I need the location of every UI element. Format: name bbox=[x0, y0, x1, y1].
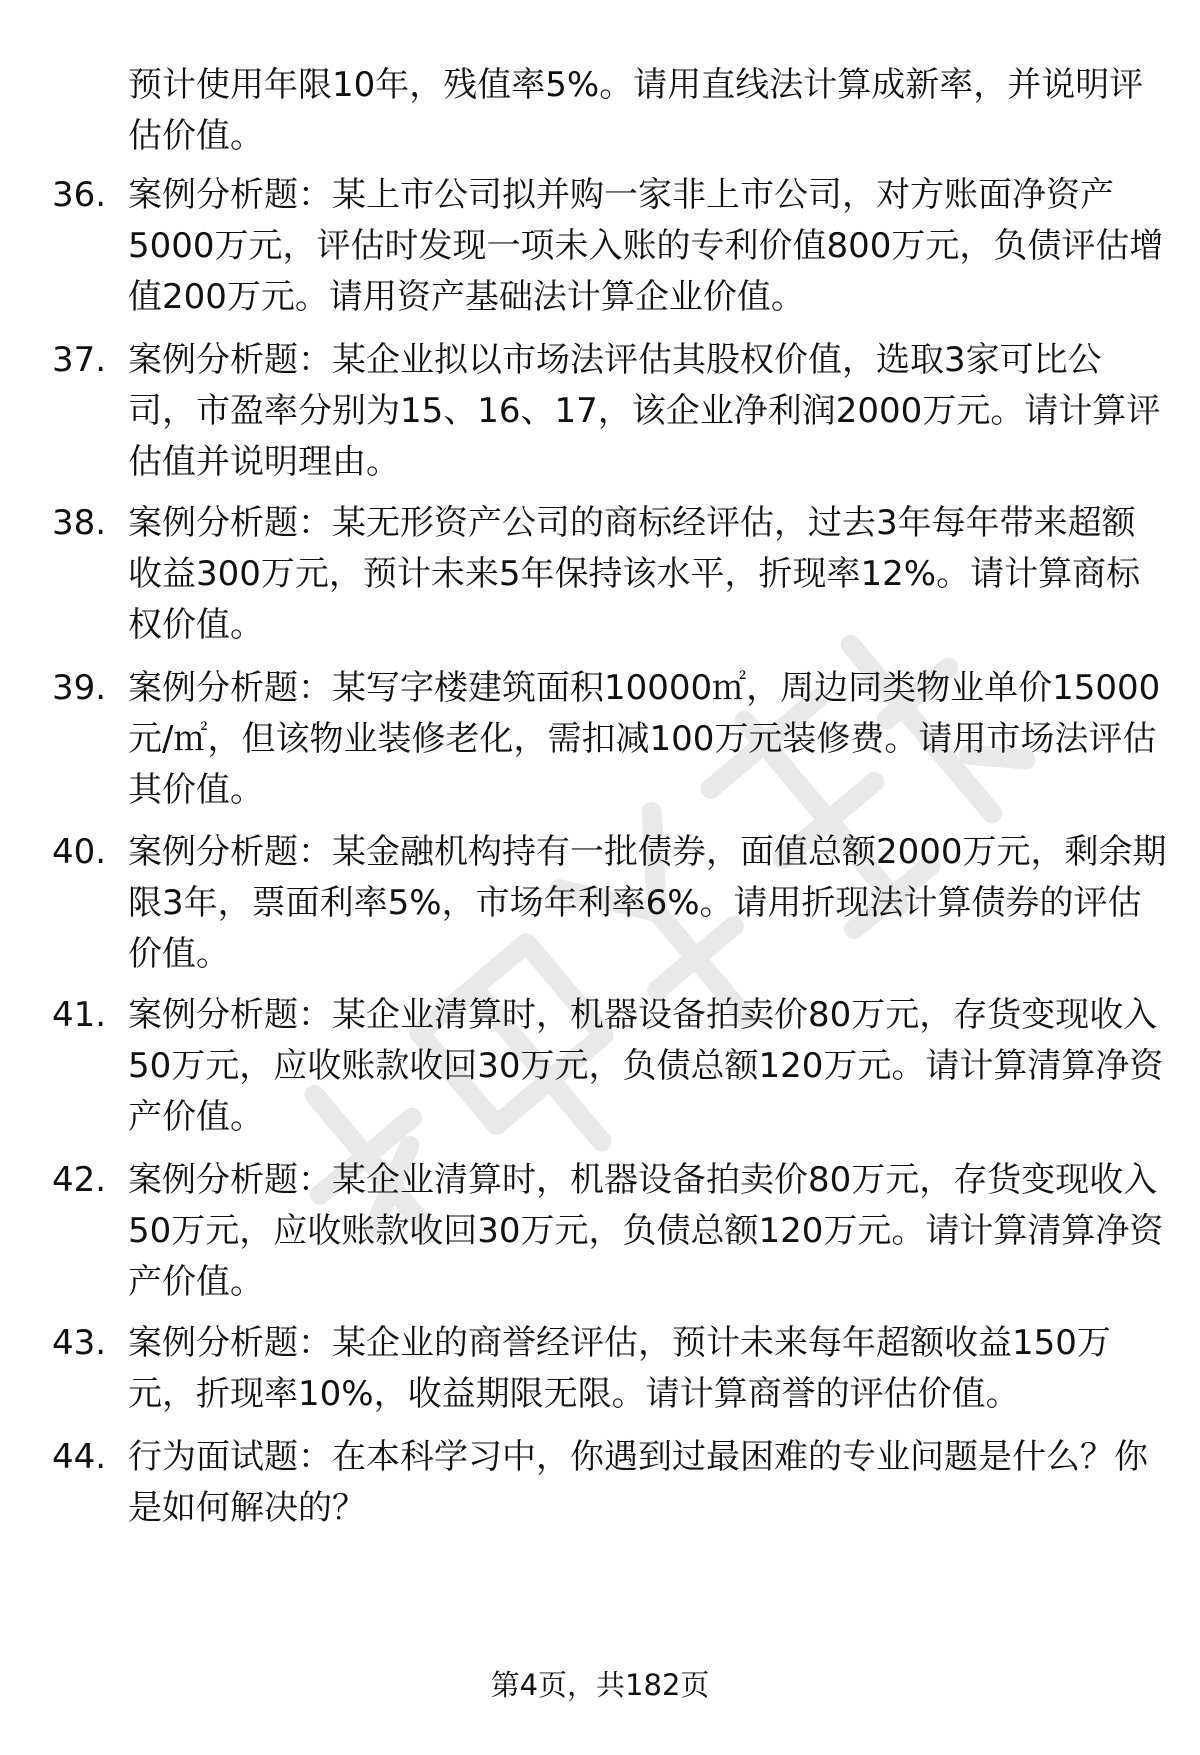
question-text: 案例分析题：某金融机构持有一批债券，面值总额2000万元，剩余期限3年，票面利率5%，市场年利率6%。请用折现法计算债券的评估价值。 bbox=[128, 832, 1167, 974]
question-number: 44. bbox=[52, 1437, 107, 1477]
question-text: 案例分析题：某企业清算时，机器设备拍卖价80万元，存货变现收入50万元，应收账款收回30万元，负债总额120万元。请计算清算净资产价值。 bbox=[128, 995, 1164, 1137]
question-text: 案例分析题：某上市公司拟并购一家非上市公司，对方账面净资产5000万元，评估时发现一项未入账的专利价值800万元，负债评估增值200万元。请用资产基础法计算企业价值。 bbox=[128, 175, 1164, 317]
question-number: 42. bbox=[52, 1160, 107, 1200]
question-number: 37. bbox=[52, 340, 107, 380]
question-number: 41. bbox=[52, 995, 107, 1035]
question-text: 案例分析题：某企业拟以市场法评估其股权价值，选取3家可比公司，市盈率分别为15、16、17，该企业净利润2000万元。请计算评估值并说明理由。 bbox=[128, 340, 1161, 482]
page-footer: 第4页，共182页 bbox=[490, 1668, 710, 1702]
question-text: 案例分析题：某企业清算时，机器设备拍卖价80万元，存货变现收入50万元，应收账款收回30万元，负债总额120万元。请计算清算净资产价值。 bbox=[128, 1160, 1164, 1302]
question-number: 38. bbox=[52, 503, 107, 543]
question-text: 案例分析题：某无形资产公司的商标经评估，过去3年每年带来超额收益300万元，预计未来5年保持该水平，折现率12%。请计算商标权价值。 bbox=[128, 503, 1141, 645]
question-number: 36. bbox=[52, 175, 107, 215]
question-number: 43. bbox=[52, 1323, 107, 1363]
question-continuation: 预计使用年限10年，残值率5%。请用直线法计算成新率，并说明评估价值。 bbox=[128, 65, 1144, 156]
question-text: 案例分析题：某写字楼建筑面积10000㎡，周边同类物业单价15000元/㎡，但该物业装修老化，需扣减100万元装修费。请用市场法评估其价值。 bbox=[128, 668, 1161, 810]
question-number: 40. bbox=[52, 832, 107, 872]
question-text: 行为面试题：在本科学习中，你遇到过最困难的专业问题是什么？你是如何解决的？ bbox=[128, 1437, 1148, 1528]
question-text: 案例分析题：某企业的商誉经评估，预计未来每年超额收益150万元，折现率10%，收益期限无限。请计算商誉的评估价值。 bbox=[128, 1323, 1111, 1414]
question-number: 39. bbox=[52, 668, 107, 708]
